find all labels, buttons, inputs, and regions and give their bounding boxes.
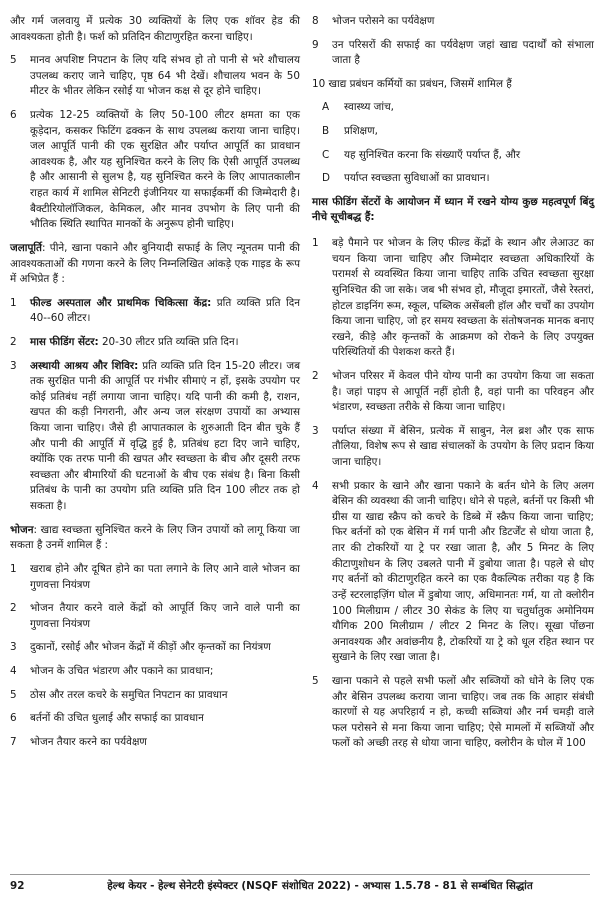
item-text: स्वास्थ्य जांच, xyxy=(344,101,394,114)
item-text: बड़े पैमाने पर भोजन के लिए फील्ड केंद्रों के स्थान और लेआउट का चयन किया जाना चाहिए और जिम्मेदार स्वच्छता अधिकारियों के परामर्श से व्यवस्थित किया जाना चाहिए ताकि उचित स्वच्छता सुरक्षा सुनिश्चित की जा सके। जब भी संभव हो, मौजूदा इमारतों, जैसे रेस्तरां, होटल डाइनिंग रूम, स्कूल, पब्लिक असेंबली हॉल और चर्चों का उपयोग किया जाना चाहिए, जो हर समय स्वच्छता के संतोषजनक मानक बनाए रखने, कीड़े और कृन्तकों के आक्रमण को रोकने के लिए उपयुक्त परिस्थितियों की पेशकश करते हैं। xyxy=(332,237,594,359)
item-number: B xyxy=(322,125,330,138)
item-number: C xyxy=(322,148,330,161)
item-number: 2 xyxy=(10,335,17,348)
item-number: A xyxy=(322,101,330,114)
item-number: 3 xyxy=(10,359,17,372)
item-number: 5 xyxy=(10,54,17,67)
item-text xyxy=(30,359,300,515)
item-number: 2 xyxy=(10,602,17,615)
item-number: 1 xyxy=(10,562,17,575)
item-body: 20-30 लीटर प्रति व्यक्ति प्रति दिन। xyxy=(98,335,239,348)
list-item xyxy=(312,38,594,69)
item-text: भोजन परिसर में केवल पीने योग्य पानी का उपयोग किया जा सकता है। जहां पाइप से आपूर्ति नहीं होती है, वहां पानी का परिवहन और भंडारण, स्वच्छता तरीके से किया जाना चाहिए। xyxy=(332,369,594,414)
list-item xyxy=(322,100,594,116)
list-item xyxy=(10,296,300,327)
food-measures-list xyxy=(10,562,300,750)
item-10: 10 खाद्य प्रबंधन कर्मियों का प्रबंधन, जिसमें शामिल हैं xyxy=(312,77,512,90)
sanitation-list xyxy=(10,53,300,233)
item-heading: फील्ड अस्पताल और प्राथमिक चिकित्सा केंद्र: xyxy=(30,296,212,309)
water-supply-paragraph xyxy=(10,241,300,288)
page-number: 92 xyxy=(10,880,25,893)
item-heading: मास फीडिंग सेंटर: xyxy=(30,335,99,348)
item-heading: अस्थायी आश्रय और शिविर: xyxy=(30,359,139,372)
water-supply-label: जलापूर्ति xyxy=(10,241,42,254)
list-item xyxy=(312,236,594,361)
item-text: भोजन तैयार करने का पर्यवेक्षण xyxy=(30,735,147,748)
list-item xyxy=(312,14,594,30)
food-label: भोजन xyxy=(10,523,34,536)
item-text: भोजन के उचित भंडारण और पकाने का प्रावधान; xyxy=(30,664,214,677)
left-column xyxy=(10,14,300,758)
item-text: मानव अपशिष्ट निपटान के लिए यदि संभव हो तो पानी से भरे शौचालय उपलब्ध कराए जाने चाहिए, पृष्ठ 64 भी देखें। शौचालय भवन के 50 मीटर के भीतर लेकिन रसोई या भोजन कक्ष से दूर होने चाहिए। xyxy=(30,54,300,98)
list-item xyxy=(322,171,594,187)
list-item xyxy=(10,359,300,515)
list-item xyxy=(10,688,300,704)
page-footer xyxy=(10,874,590,899)
food-text: : खाद्य स्वच्छता सुनिश्चित करने के लिए जिन उपायों को लागू किया जा सकता है उनमें शामिल हैं : xyxy=(10,523,300,552)
list-item xyxy=(312,369,594,416)
item-text: पर्याप्त संख्या में बेसिन, प्रत्येक में साबुन, नेल ब्रश और एक साफ तौलिया, विशेष रूप से खाद्य संचालकों के उपयोग के लिए प्रदान किया जाना चाहिए। xyxy=(332,424,594,469)
item-number: 3 xyxy=(10,641,17,654)
item-text: पर्याप्त स्वच्छता सुविधाओं का प्रावधान। xyxy=(344,172,490,185)
item-text xyxy=(30,335,300,351)
item-number: 1 xyxy=(10,296,17,309)
item-body: प्रति व्यक्ति प्रति दिन 15-20 लीटर। जब तक सुरक्षित पानी की आपूर्ति पर गंभीर सीमाएं न हों, इसके उपयोग पर कोई प्रतिबंध नहीं लगाया जाना चाहिए। यदि पानी की कमी है, राशन, खपत की कड़ी निगरानी, और अन्य जल संरक्षण उपायों का अभ्यास किया जाना चाहिए। जैसे ही आपातकाल के शुरुआती दिन बीत चुके हैं और पानी की आपूर्ति में वृद्धि हुई है, प्रतिबंध हटा दिए जाने चाहिए, क्योंकि एक तरफ पानी की खपत और स्वच्छता के बीच और दूसरी तरफ स्वच्छता और बीमारियों की घटनाओं के बीच एक संबंध है। बिना किसी प्रतिबंध के पानी का उपयोग प्रति व्यक्ति प्रति दिन 100 लीटर तक हो सकता है। xyxy=(30,359,301,513)
item-number: 5 xyxy=(10,688,17,701)
item-text: प्रत्येक 12-25 व्यक्तियों के लिए 50-100 लीटर क्षमता का एक कूड़ेदान, कसकर फिटिंग ढक्कन के साथ उपलब्ध कराया जाना चाहिए। जल आपूर्ति पानी की एक सुरक्षित और पर्याप्त आपूर्ति का प्रावधान आवश्यक है, और यह सुनिश्चित करने के लिए कि ऐसी आपूर्ति उपलब्ध है और आसानी से सुलभ है, यह सुनिश्चित करने के लिए आपातकालीन राहत कार्य में शामिल सेनिटरी इंजीनियर या सफाईकर्मी की जिम्मेदारी है। बैक्टीरियोलॉजिकल, केमिकल, और मानव उपभोग के लिए पानी की भौतिक स्थिति स्थापित मानकों के अनुरूप होनी चाहिए। xyxy=(30,109,300,231)
item-text: सभी प्रकार के खाने और खाना पकाने के बर्तन धोने के लिए अलग बेसिन की व्यवस्था की जानी चाहिए। धोने से पहले, बर्तनों पर किसी भी ग्रीस या खाद्य स्क्रैप को कचरे के डिब्बे में स्क्रैप किया जाना चाहिए; फिर बर्तनों को एक बेसिन में गर्म पानी और डिटर्जेंट से धोया जाता है, तार की टोकरियों या ट्रे पर रखा जाता है, और 5 मिनट के लिए कीटाणुशोधन के लिए उबलते पानी में डुबोया जाता है। पहले से धोए गए बर्तनों को कीटाणुरहित करने का एक वैकल्पिक तरीका यह है कि उन्हें स्टरलाइज़िंग घोल में डुबोया जाए, अधिमानतः गर्म, या तो क्लोरीन 100 मिलीग्राम / लीटर 30 सेकंड के लिए या चतुर्धातुक अमोनियम यौगिक 200 मिलीग्राम / लीटर 2 मिनट के लिए। सूखा पोंछना अनावश्यक और अवांछनीय है, टोकरियों या ट्रे को धूल रहित स्थान पर सुखाने के लिए रखा जाता है। xyxy=(332,479,594,664)
item-number: 3 xyxy=(312,424,319,437)
item-number: D xyxy=(322,172,331,185)
list-item xyxy=(10,108,300,233)
item-text: प्रशिक्षण, xyxy=(344,125,378,138)
list-item xyxy=(10,335,300,351)
right-column xyxy=(312,14,594,760)
item-number: 6 xyxy=(10,109,17,122)
list-item xyxy=(10,664,300,680)
mass-feeding-points-list xyxy=(312,236,594,752)
item-number: 2 xyxy=(312,369,319,382)
item-text: उन परिसरों की सफाई का पर्यवेक्षण जहां खाद्य पदार्थों को संभाला जाता है xyxy=(332,38,594,67)
item-body: प्रति व्यक्ति प्रति दिन 40--60 लीटर। xyxy=(30,296,300,325)
item-text: भोजन परोसने का पर्यवेक्षण xyxy=(332,15,435,27)
section-title: मास फीडिंग सेंटरों के आयोजन में ध्यान में रखने योग्य कुछ महत्वपूर्ण बिंदु नीचे सूचीबद्ध हैं: xyxy=(312,195,594,224)
item-text: बर्तनों की उचित धुलाई और सफाई का प्रावधान xyxy=(30,712,204,725)
item-text: यह सुनिश्चित करना कि संख्याएँ पर्याप्त हैं, और xyxy=(344,148,521,161)
item-text: ठोस और तरल कचरे के समुचित निपटान का प्रावधान xyxy=(30,688,228,701)
water-requirements-list xyxy=(10,296,300,515)
item-text: भोजन तैयार करने वाले केंद्रों को आपूर्ति किए जाने वाले पानी का गुणवत्ता नियंत्रण xyxy=(30,602,300,630)
list-item xyxy=(10,711,300,727)
item-text: खराब होने और दूषित होने का पता लगाने के लिए आने वाले भोजन का गुणवत्ता नियंत्रण xyxy=(30,562,300,591)
list-item xyxy=(322,148,594,164)
item-text: खाना पकाने से पहले सभी फलों और सब्जियों को धोने के लिए एक और बेसिन उपलब्ध कराया जाना चाहिए। जब तक कि आहार संबंधी कारणों से यह अपरिहार्य न हो, कच्ची सब्जियां और नर्म चमड़ी वाले फल परोसने से मना किया जाना चाहिए; ऐसे मामलों में सब्जियों और फलों को अच्छी तरह से धोया जाना चाहिए, क्लोरीन के घोल में 100 xyxy=(332,674,594,750)
intro-paragraph: और गर्म जलवायु में प्रत्येक 30 व्यक्तियों के लिए एक शॉवर हेड की आवश्यकता होती है। फर्श को प्रतिदिन कीटाणुरहित करना चाहिए। xyxy=(10,15,300,43)
list-item xyxy=(322,124,594,140)
water-supply-text: : पीने, खाना पकाने और बुनियादी सफाई के लिए न्यूनतम पानी की आवश्यकताओं की गणना करने के लिए निम्नलिखित आंकड़े एक गाइड के रूप में अभिप्रेत हैं : xyxy=(10,241,300,286)
food-measures-list-continued xyxy=(312,14,594,69)
item-number: 4 xyxy=(10,664,17,677)
item-number: 5 xyxy=(312,674,319,687)
item-number: 1 xyxy=(312,237,319,250)
footer-title: हेल्थ केयर - हेल्थ सेनेटरी इंस्पेक्टर (NSQF संशोधित 2022) - अभ्यास 1.5.78 - 81 से सम्बंधित सिद्धांत xyxy=(107,880,533,893)
item-text: दुकानों, रसोई और भोजन केंद्रों में कीड़ों और कृन्तकों का नियंत्रण xyxy=(30,641,271,654)
item-number: 4 xyxy=(312,479,319,492)
list-item xyxy=(10,562,300,593)
list-item xyxy=(10,601,300,632)
item-number: 7 xyxy=(10,735,17,748)
item-text xyxy=(30,296,300,327)
list-item xyxy=(312,479,594,666)
list-item xyxy=(312,674,594,752)
list-item xyxy=(10,53,300,100)
list-item xyxy=(312,424,594,471)
list-item xyxy=(10,735,300,751)
personnel-sublist xyxy=(312,100,594,186)
item-number: 6 xyxy=(10,712,17,725)
item-number: 9 xyxy=(312,38,319,51)
list-item xyxy=(10,640,300,656)
food-paragraph xyxy=(10,523,300,554)
item-number: 8 xyxy=(312,15,319,27)
